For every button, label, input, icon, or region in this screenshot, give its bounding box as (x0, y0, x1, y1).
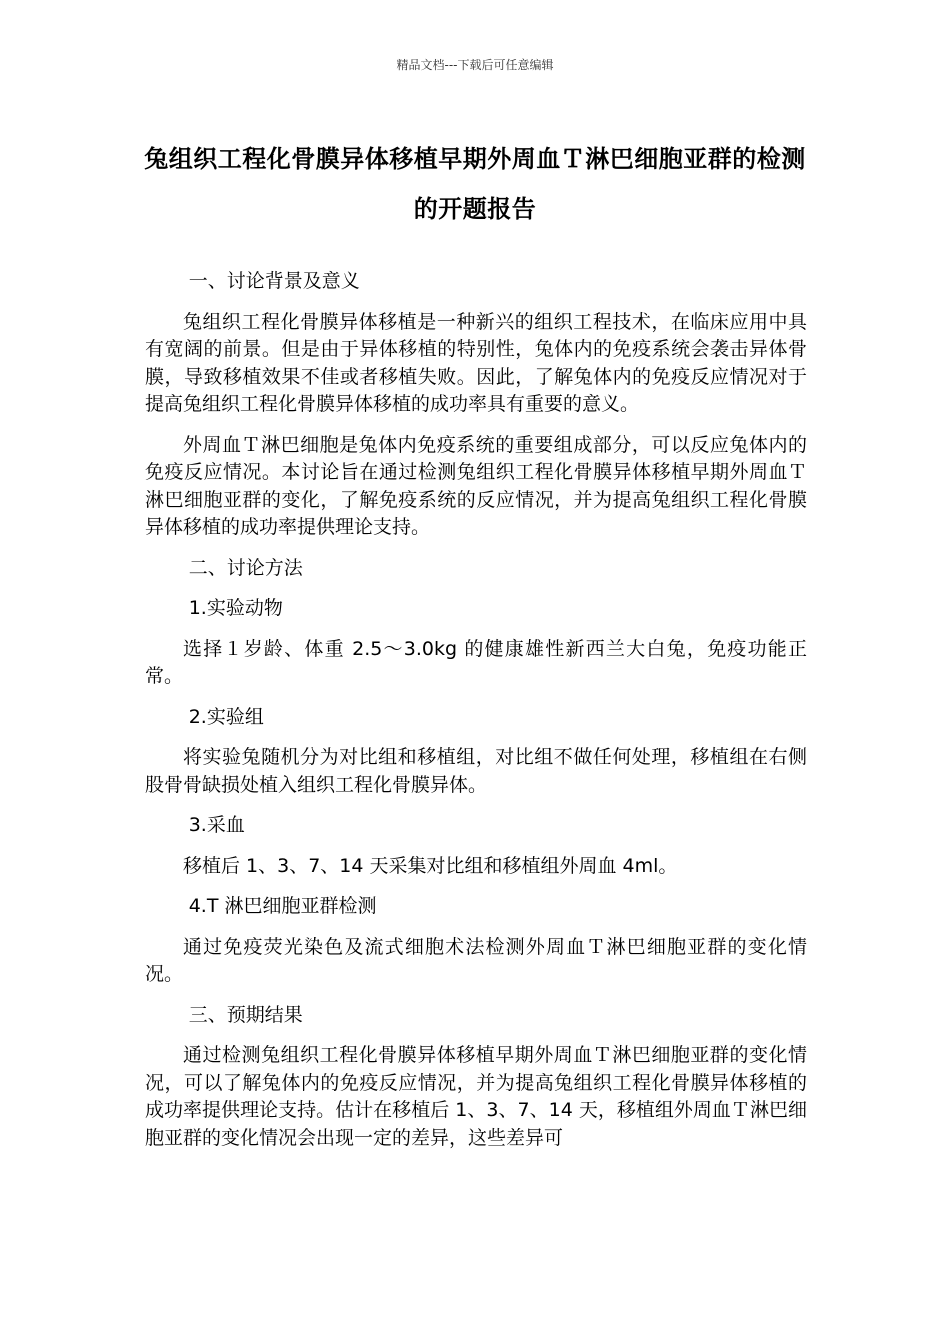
section-heading-methods: 二、讨论方法 (188, 556, 303, 579)
paragraph-background-1: 兔组织工程化骨膜异体移植是一种新兴的组织工程技术，在临床应用中具有宽阔的前景。但是由于异体移植的特别性，兔体内的免疫系统会袭击异体骨膜，导致移植效果不佳或者移植失败。因此，了解兔体内的免疫反应情况对于提高兔组织工程化骨膜异体移植的成功率具有重要的意义。 (145, 310, 807, 415)
subheading-t-cell-detection: 4.T 淋巴细胞亚群检测 (188, 895, 377, 917)
paragraph-blood-sampling: 移植后 1、3、7、14 天采集对比组和移植组外周血 4ml。 (183, 854, 678, 877)
paragraph-groups: 将实验兔随机分为对比组和移植组，对比组不做任何处理，移植组在右侧股骨骨缺损处植入组织工程化骨膜异体。 (145, 746, 807, 796)
subheading-groups: 2.实验组 (188, 705, 264, 728)
document-body (145, 268, 807, 1165)
section-heading-expected-results: 三、预期结果 (188, 1003, 303, 1026)
paragraph-t-cell-detection: 通过免疫荧光染色及流式细胞术法检测外周血Ｔ淋巴细胞亚群的变化情况。 (145, 935, 807, 985)
paragraph-animals: 选择１岁龄、体重 2.5～3.0kg 的健康雄性新西兰大白兔，免疫功能正常。 (145, 637, 807, 687)
header-note: 精品文档---下载后可任意编辑 (396, 58, 554, 72)
subheading-blood-sampling: 3.采血 (188, 814, 245, 836)
document-title: 兔组织工程化骨膜异体移植早期外周血Ｔ淋巴细胞亚群的检测的开题报告 (144, 145, 806, 223)
subheading-animals: 1.实验动物 (188, 597, 283, 619)
section-heading-background: 一、讨论背景及意义 (188, 270, 360, 292)
paragraph-background-2: 外周血Ｔ淋巴细胞是兔体内免疫系统的重要组成部分，可以反应兔体内的免疫反应情况。本讨论旨在通过检测兔组织工程化骨膜异体移植早期外周血Ｔ淋巴细胞亚群的变化，了解免疫系统的反应情况，并为提高兔组织工程化骨膜异体移植的成功率提供理论支持。 (145, 433, 807, 538)
paragraph-expected-results: 通过检测兔组织工程化骨膜异体移植早期外周血Ｔ淋巴细胞亚群的变化情况，可以了解兔体内的免疫反应情况，并为提高兔组织工程化骨膜异体移植的成功率提供理论支持。估计在移植后 1、3、7、14 天，移植组外周血Ｔ淋巴细胞亚群的变化情况会出现一定的差异，这些差异可 (145, 1044, 807, 1149)
